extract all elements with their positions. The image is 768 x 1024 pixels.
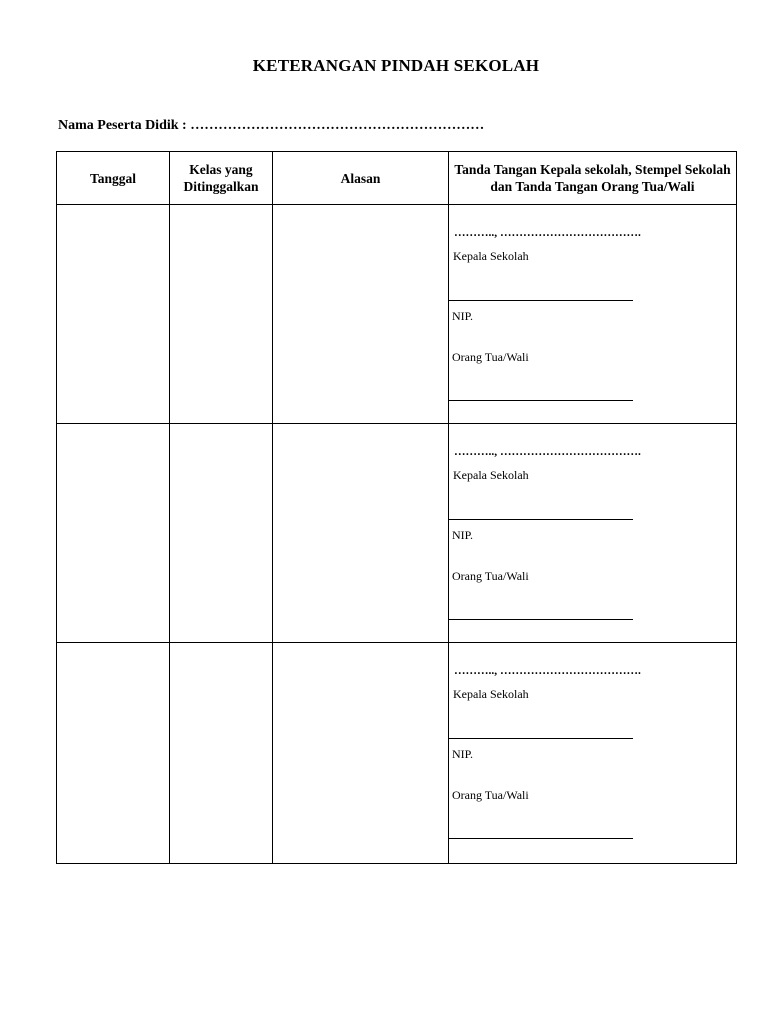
- transfer-table: [56, 151, 737, 864]
- kepala-signature-line[interactable]: [449, 519, 633, 520]
- cell-alasan[interactable]: [273, 424, 449, 643]
- header-tanggal: Tanggal: [57, 152, 170, 205]
- header-tanda-tangan: Tanda Tangan Kepala sekolah, Stempel Sekolah dan Tanda Tangan Orang Tua/Wali: [449, 152, 737, 205]
- kepala-signature-line[interactable]: [449, 300, 633, 301]
- kepala-sekolah-label: Kepala Sekolah: [453, 687, 529, 701]
- kepala-signature-line[interactable]: [449, 738, 633, 739]
- nip-label: NIP.: [452, 528, 474, 542]
- cell-alasan[interactable]: [273, 643, 449, 864]
- wali-signature-line[interactable]: [449, 400, 633, 401]
- table-row: [57, 643, 737, 864]
- page-title: KETERANGAN PINDAH SEKOLAH: [252, 56, 540, 75]
- header-alasan: Alasan: [273, 152, 449, 205]
- signature-block: [449, 643, 736, 863]
- cell-alasan[interactable]: [273, 205, 449, 424]
- student-name-field: [58, 118, 484, 134]
- signature-block: [449, 205, 736, 423]
- orang-tua-wali-label: Orang Tua/Wali: [452, 788, 529, 802]
- orang-tua-wali-label: Orang Tua/Wali: [452, 569, 529, 583]
- place-date-blank[interactable]: ……….., ……………………………….: [454, 446, 641, 458]
- student-name-label: Nama Peserta Didik :: [58, 118, 187, 133]
- header-kelas: Kelas yang Ditinggalkan: [170, 152, 273, 205]
- orang-tua-wali-label: Orang Tua/Wali: [452, 350, 529, 364]
- table-row: [57, 205, 737, 424]
- place-date-blank[interactable]: ……….., ……………………………….: [454, 227, 641, 239]
- nip-label: NIP.: [452, 309, 474, 323]
- cell-tanggal[interactable]: [57, 643, 170, 864]
- wali-signature-line[interactable]: [449, 619, 633, 620]
- cell-signature: [449, 424, 737, 643]
- student-name-blank[interactable]: ………………………………………………………: [190, 118, 485, 133]
- table-row: [57, 424, 737, 643]
- place-date-blank[interactable]: ……….., ……………………………….: [454, 665, 641, 677]
- cell-kelas[interactable]: [170, 643, 273, 864]
- cell-signature: [449, 205, 737, 424]
- kepala-sekolah-label: Kepala Sekolah: [453, 468, 529, 482]
- nip-label: NIP.: [452, 747, 474, 761]
- cell-tanggal[interactable]: [57, 205, 170, 424]
- cell-tanggal[interactable]: [57, 424, 170, 643]
- kepala-sekolah-label: Kepala Sekolah: [453, 249, 529, 263]
- table-header-row: [57, 152, 737, 205]
- cell-kelas[interactable]: [170, 205, 273, 424]
- cell-signature: [449, 643, 737, 864]
- signature-block: [449, 424, 736, 642]
- wali-signature-line[interactable]: [449, 838, 633, 839]
- cell-kelas[interactable]: [170, 424, 273, 643]
